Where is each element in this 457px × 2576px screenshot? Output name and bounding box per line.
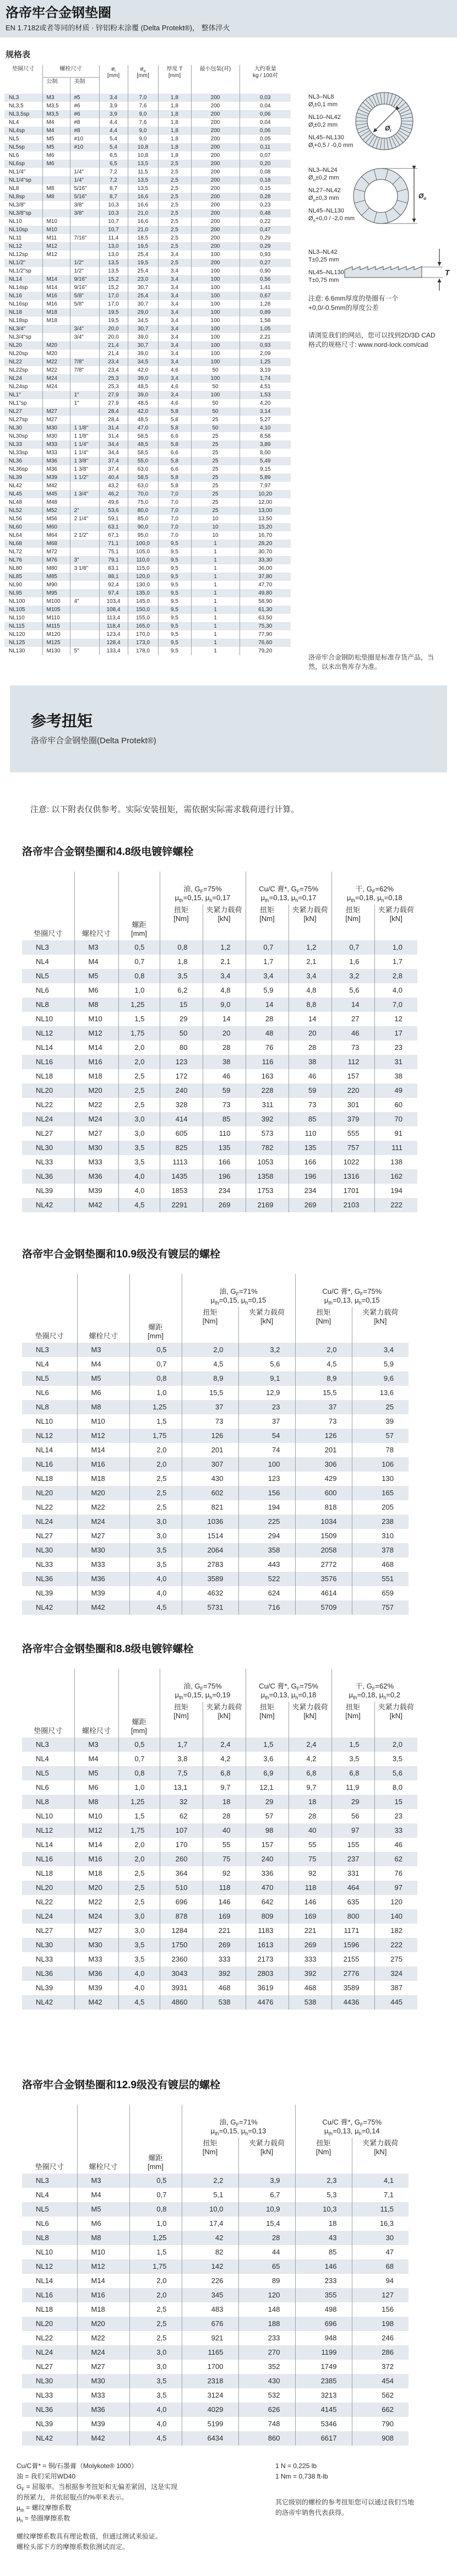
torque-table-row: NL24 M24 3,0 414 85 392 85 379 70 — [22, 1112, 417, 1126]
spec-table-row: NL11 M11 7/16" 11,4 18,5 2,5 200 0,29 — [4, 234, 291, 242]
column-header-washer: 垫圈尺寸 — [34, 929, 63, 938]
torque-table-row: NL18 M18 2,5 172 46 163 46 157 38 — [22, 1069, 417, 1083]
torque-table-row: NL4 M4 0,7 4,5 5,6 4,5 5,9 — [22, 1357, 409, 1371]
column-header-clamp-load: 夹紧力载荷 [kN] — [238, 1307, 295, 1343]
torque-table-row: NL33 M33 3,5 2360 333 2173 333 2155 275 — [22, 1952, 417, 1967]
column-header-torque: 扭矩 [Nm] — [295, 1307, 352, 1343]
lubrication-group-header: 油, $G_F=75\%$ $\mu_{th}=0,15$, $\mu_h=0,19$ — [160, 1669, 246, 1702]
torque-table-row: NL14 M14 2,0 170 55 157 55 155 46 — [22, 1838, 417, 1852]
serrated-washer-icon — [353, 90, 415, 152]
footnote-line: 1 Nm = 0,738 ft-lb — [275, 2472, 328, 2480]
spec-table-row: NL45 M45 1 3/4" 46,2 70,0 7,0 25 10,20 — [4, 490, 291, 498]
torque-table-row: NL36 M36 4,0 4029 626 4145 662 — [22, 2403, 409, 2417]
spec-table-row: NL95 M95 97,4 135,0 9,5 1 49,80 — [4, 589, 291, 597]
torque-table-row: NL27 M27 3,0 1514 294 1509 310 — [22, 1529, 409, 1543]
spec-table-row: NL130 M130 5" 133,4 178,0 9,5 1 79,20 — [4, 647, 291, 655]
footnotes-conversions — [275, 2461, 451, 2552]
column-header-clamp-load: 夹紧力载荷 [kN] — [374, 1702, 417, 1738]
lubrication-group-header: Cu/C 膏*, $G_F=75\%$ $\mu_{th}=0,13$, $\mu_h=0,14$ — [295, 2105, 409, 2138]
torque-table-row: NL36 M36 4,0 1435 196 1358 196 1316 162 — [22, 1169, 417, 1184]
lubrication-group-header: 干, $G_F=62\%$ $\mu_{th}=0,18$, $\mu_h=0,2$ — [331, 1669, 417, 1702]
spec-table-row: NL5 M5 #10 5,4 9,0 1,8 200 0,05 — [4, 135, 291, 143]
spec-table-row: NL10sp M10 10,7 21,0 2,5 200 0,47 — [4, 226, 291, 234]
torque-table-row: NL16 M16 2,0 307 100 306 106 — [22, 1457, 409, 1472]
col-header-thickness: 厚度 T [mm] — [158, 65, 191, 94]
column-header-clamp-load: 夹紧力载荷 [kN] — [203, 905, 246, 940]
column-header-clamp-load: 夹紧力载荷 [kN] — [203, 1702, 246, 1738]
footnotes-definitions — [17, 2461, 275, 2552]
torque-table-row: NL4 M4 0,7 1,8 2,1 1,7 2,1 1,6 1,7 — [22, 955, 417, 969]
torque-table-row: NL12 M12 1,75 50 20 48 20 46 17 — [22, 1026, 417, 1041]
torque-table-section — [22, 1248, 457, 1615]
torque-table-row: NL42 M42 4,5 5731 716 5709 757 — [22, 1600, 409, 1615]
spec-table-row: NL36sp M36 1 3/8" 37,4 63,0 6,6 25 9,15 — [4, 465, 291, 473]
torque-table-row: NL22 M22 2,5 821 194 818 205 — [22, 1500, 409, 1515]
column-header-clamp-load: 夹紧力载荷 [kN] — [374, 905, 417, 940]
spec-table-row: NL3,5sp M3,5 #6 3,9 9,0 1,8 200 0,06 — [4, 110, 291, 118]
torque-table-row: NL42 M42 4,5 4860 538 4476 538 4436 445 — [22, 1995, 417, 2009]
torque-tables-container — [0, 845, 457, 2446]
torque-table-section — [22, 845, 457, 1212]
spec-table-row: NL3/8"sp 3/8" 10,3 21,0 2,5 200 0,48 — [4, 209, 291, 217]
cad-download-note: 请浏览我们的网站，您可以找到2D/3D CAD 格式的规格尺寸: www.nord-lock.com/cad — [308, 331, 436, 348]
spec-table-row: NL1/4" 1/4" 7,2 11,5 2,5 200 0,08 — [4, 168, 291, 176]
column-header-pitch: 螺距 [mm] — [118, 872, 160, 940]
lubrication-group-header: 油, $G_F=75\%$ $\mu_{th}=0,15$, $\mu_h=0,17$ — [160, 872, 246, 905]
column-header-washer: 垫圈尺寸 — [34, 1727, 63, 1735]
spec-table-row: NL52 M52 2" 53,6 80,0 7,0 25 13,00 — [4, 507, 291, 515]
column-header-clamp-load: 夹紧力载荷 [kN] — [352, 2138, 409, 2174]
spec-heading: 规格表 — [6, 50, 31, 59]
tolerance-item: NL45–NL130 $Ø_i+0,5 / -0,0$ mm — [308, 134, 353, 150]
spec-table-row: NL8 M8 5/16" 8,7 13,5 2,5 200 0,15 — [4, 184, 291, 193]
torque-section-banner — [10, 685, 447, 772]
torque-table-row: NL18 M18 2,5 364 92 336 92 331 76 — [22, 1866, 417, 1881]
torque-table-row: NL33 M33 3,5 2783 443 2772 468 — [22, 1557, 409, 1572]
column-header-torque: 扭矩 [Nm] — [160, 1702, 203, 1738]
footnote-line: 1 N = 0,225 lb — [275, 2462, 317, 2470]
column-header-bolt: 螺栓尺寸 — [77, 2105, 129, 2174]
column-header-torque: 扭矩 [Nm] — [331, 1702, 374, 1738]
washer-side-profile-icon — [340, 241, 456, 292]
torque-table-row: NL20 M20 2,5 510 118 470 118 464 97 — [22, 1881, 417, 1895]
footnote-line: 其它级别的螺栓的参考扭矩您可以通过我们当地 — [275, 2498, 415, 2506]
spec-table-row: NL48 M48 49,6 75,0 7,0 25 12,00 — [4, 498, 291, 507]
col-header-do: $ø_o$ [mm] — [128, 65, 158, 94]
svg-text:Øo: $Ø_o$ — [418, 192, 427, 201]
torque-table-row: NL24 M24 3,0 878 169 809 169 800 140 — [22, 1909, 417, 1924]
torque-table-row: NL27 M27 3,0 1284 221 1183 221 1171 182 — [22, 1924, 417, 1938]
torque-table-row: NL16 M16 2,0 123 38 116 38 112 31 — [22, 1055, 417, 1069]
spec-table — [4, 65, 291, 655]
spec-table-row: NL14 M14 9/16" 15,2 23,0 3,4 100 0,56 — [4, 275, 291, 284]
spec-table-row: NL20 M20 21,4 30,7 3,4 100 0,93 — [4, 341, 291, 350]
spec-table-row: NL8sp M8 5/16" 8,7 16,6 2,5 200 0,28 — [4, 193, 291, 201]
torque-table-row: NL42 M42 4,5 6434 860 6617 908 — [22, 2431, 409, 2446]
spec-table-row: NL3 M3 #5 3,4 7,0 1,8 200 0,03 — [4, 94, 291, 102]
footnote-line: $G_F$ = 屈服率。当根据参考扭矩和无偏差紧固，这是实现 — [17, 2483, 178, 2492]
tolerance-notes — [308, 65, 457, 671]
footnote-line: Cu/C膏* = 铜/石墨膏（Molykote® 1000） — [17, 2462, 138, 2470]
page-subtitle: EN 1.7182或者等同的材质 · 锌铝粉末涂覆 (Delta Protekt®)， 整体淬火 — [6, 24, 230, 32]
spec-table-row: NL18sp M18 19,5 34,5 3,4 100 1,58 — [4, 317, 291, 325]
torque-table-row: NL39 M39 4,0 4632 624 4614 659 — [22, 1586, 409, 1600]
svg-text:T: T — [445, 268, 450, 277]
tolerance-item: NL45–NL130 T±0,75 mm — [308, 269, 344, 284]
torque-table-title: 洛帝牢合金钢垫圈和10.9级没有镀层的螺栓 — [22, 1249, 220, 1260]
column-header-clamp-load: 夹紧力载荷 [kN] — [289, 1702, 331, 1738]
column-header-clamp-load: 夹紧力载荷 [kN] — [238, 2138, 295, 2174]
tolerance-item: NL45–NL130 $Ø_o+0,0 / -2,0$ mm — [308, 208, 355, 224]
spec-table-row: NL42 M42 43,2 63,0 5,8 25 7,97 — [4, 482, 291, 490]
torque-table-row: NL10 M10 1,5 82 44 85 47 — [22, 2245, 409, 2259]
torque-table-row: NL22 M22 2,5 921 233 948 246 — [22, 2331, 409, 2345]
torque-table-row: NL14 M14 2,0 201 74 201 78 — [22, 1443, 409, 1457]
spec-table-row: NL4 M4 #8 4,4 7,6 1,8 200 0,04 — [4, 118, 291, 127]
spec-table-row: NL30sp M30 1 1/8" 31,4 58,5 6,6 25 8,58 — [4, 432, 291, 440]
spec-table-row: NL1" 1" 27,9 39,0 3,4 100 1,53 — [4, 391, 291, 399]
torque-table-row: NL3 M3 0,5 2,2 3,9 2,3 4,1 — [22, 2174, 409, 2188]
torque-table-row: NL33 M33 3,5 1113 166 1053 166 1022 138 — [22, 1155, 417, 1169]
page-title: 洛帝牢合金钢垫圈 — [6, 6, 111, 20]
torque-table-row: NL12 M12 1,75 107 40 98 40 97 33 — [22, 1823, 417, 1838]
spec-table-row: NL120 M120 123,4 170,0 9,5 1 77,90 — [4, 630, 291, 639]
spec-table-row: NL16 M16 5/8" 17,0 25,4 3,4 100 0,67 — [4, 292, 291, 300]
page-header — [0, 0, 457, 37]
torque-table-row: NL14 M14 2,0 80 28 76 28 73 23 — [22, 1041, 417, 1055]
column-header-torque: 扭矩 [Nm] — [295, 2138, 352, 2174]
column-header-torque: 扭矩 [Nm] — [182, 1307, 238, 1343]
footnote-line: 螺栓头部下方的摩擦系数依测试而定。 — [17, 2543, 129, 2551]
spec-table-row: NL27 M27 28,4 42,0 5,8 50 3,14 — [4, 407, 291, 416]
spec-table-row: NL30 M30 1 1/8" 31,4 47,0 5,8 50 4,10 — [4, 424, 291, 432]
spec-section — [4, 65, 457, 671]
lubrication-group-header: 油, $G_F=71\%$ $\mu_{th}=0,15$, $\mu_h=0,13$ — [182, 2105, 295, 2138]
torque-table-row: NL42 M42 4,5 2291 269 2169 269 2103 222 — [22, 1198, 417, 1212]
thickness-tolerance-note: 注意: 6.6mm厚度的垫圈有一个 +0,0/-0.5mm的厚度公差 — [308, 295, 399, 312]
footnote-line: 的洛帝牢销售代表获得。 — [275, 2509, 349, 2517]
torque-table-row: NL30 M30 3,5 2318 430 2385 454 — [22, 2374, 409, 2388]
spec-table-row: NL12sp M12 13,0 25,4 3,4 100 0,93 — [4, 250, 291, 259]
torque-table-row: NL20 M20 2,5 240 59 228 59 220 49 — [22, 1083, 417, 1098]
column-header-torque: 扭矩 [Nm] — [160, 905, 203, 940]
torque-table-row: NL16 M16 2,0 345 120 355 127 — [22, 2288, 409, 2302]
spec-table-row: NL33 M33 1 1/4" 34,4 48,5 5,8 25 3,89 — [4, 440, 291, 449]
lubrication-group-header: Cu/C 膏*, $G_F=75\%$ $\mu_{th}=0,13$, $\mu_h=0,18$ — [246, 1669, 331, 1702]
col-header-bolt: 螺栓尺寸 — [42, 65, 99, 77]
spec-table-row: NL16sp M16 5/8" 17,0 30,7 3,4 100 1,28 — [4, 300, 291, 308]
spec-table-row: NL20sp M20 21,4 39,0 3,4 100 2,09 — [4, 350, 291, 358]
tolerance-item: NL27–NL42 $Ø_o\pm 0,3$ mm — [308, 187, 341, 203]
spec-table-row: NL85 M85 88,1 120,0 9,5 1 37,80 — [4, 573, 291, 581]
torque-table-row: NL5 M5 0,8 10,0 10,9 10,3 11,5 — [22, 2202, 409, 2216]
footnote-line: 螺纹摩擦系数具有理论数值，但通过测试来验证。 — [17, 2533, 162, 2540]
tolerance-item: NL3–NL24 $Ø_o\pm 0,2$ mm — [308, 167, 339, 183]
cam-washer-icon — [352, 165, 435, 227]
col-header-weight: 大约重量 kg / 100对 — [240, 65, 291, 94]
torque-table-title: 洛帝牢合金钢垫圈和4.8级电镀锌螺栓 — [22, 846, 194, 858]
spec-table-row: NL6 M6 6,5 10,8 1,8 200 0,07 — [4, 151, 291, 160]
torque-table-row: NL3 M3 0,5 1,7 2,4 1,5 2,4 1,5 2,0 — [22, 1738, 417, 1752]
torque-table-row: NL39 M39 4,0 5199 748 5346 790 — [22, 2417, 409, 2431]
column-header-washer: 垫圈尺寸 — [35, 2163, 64, 2171]
column-header-washer: 垫圈尺寸 — [35, 1332, 64, 1340]
spec-table-row: NL3/4"sp 3/4" 20,0 39,0 3,4 100 2,21 — [4, 333, 291, 341]
col-header-washer: 垫圈尺寸 — [12, 66, 35, 72]
column-header-torque: 扭矩 [Nm] — [246, 905, 289, 940]
column-header-pitch: 螺距 [mm] — [118, 1669, 160, 1738]
torque-table-row: NL30 M30 3,5 825 135 782 135 757 111 — [22, 1141, 417, 1155]
torque-table-row: NL3 M3 0,5 0,8 1,2 0,7 1,2 0,7 1,0 — [22, 940, 417, 955]
torque-table — [22, 2105, 409, 2446]
washer-profile-diagram — [340, 241, 456, 293]
torque-table-row: NL14 M14 2,0 226 89 233 94 — [22, 2274, 409, 2288]
torque-table-row: NL5 M5 0,8 3,5 3,4 3,4 3,4 3,2 2,8 — [22, 969, 417, 983]
spec-table-row: NL3,5 M3,5 #6 3,9 7,6 1,8 200 0,04 — [4, 102, 291, 110]
torque-table-row: NL20 M20 2,5 676 188 696 198 — [22, 2317, 409, 2331]
torque-table-row: NL24 M24 3,0 1165 270 1199 286 — [22, 2345, 409, 2360]
spec-table-row: NL110 M110 113,4 155,0 9,5 1 63,50 — [4, 614, 291, 622]
spec-table-row: NL10 M10 10,7 16,6 2,5 200 0,22 — [4, 217, 291, 226]
spec-table-row: NL33sp M33 1 1/4" 34,4 58,5 6,6 25 8,00 — [4, 449, 291, 457]
torque-section-subtitle: 洛帝牢合金钢垫圈(Delta Protekt®) — [31, 736, 156, 745]
col-header-pack: 最小包装(对) — [191, 65, 240, 94]
torque-table-row: NL36 M36 4,0 3589 522 3576 551 — [22, 1572, 409, 1586]
footnote-line: 油 = 我们采用WD40 — [17, 2472, 76, 2480]
spec-table-row: NL56 M56 2 1/4" 59,1 85,0 7,0 10 13,50 — [4, 515, 291, 523]
column-header-pitch: 螺距 [mm] — [129, 2105, 182, 2174]
torque-table-row: NL8 M8 1,25 32 18 29 18 29 15 — [22, 1795, 417, 1809]
torque-table-row: NL30 M30 3,5 2064 358 2058 378 — [22, 1543, 409, 1557]
column-header-bolt: 螺栓尺寸 — [77, 1274, 129, 1343]
torque-table-row: NL30 M30 3,5 1750 269 1613 269 1596 222 — [22, 1938, 417, 1952]
tolerance-item: NL3–NL8 $Ø_i\pm 0,1$ mm — [308, 94, 338, 110]
column-header-clamp-load: 夹紧力载荷 [kN] — [289, 905, 331, 940]
footnote-line: $\mu_h$ = 垫圈摩擦系数 — [17, 2514, 70, 2524]
spec-table-row: NL4sp M4 #8 4,4 9,0 1,8 200 0,06 — [4, 127, 291, 135]
torque-table-row: NL12 M12 1,75 142 65 146 68 — [22, 2259, 409, 2274]
torque-table-row: NL36 M36 4,0 3043 392 2803 392 2776 324 — [22, 1967, 417, 1981]
spec-table-row: NL60 M60 63,1 90,0 7,0 10 15,20 — [4, 523, 291, 531]
torque-table-row: NL3 M3 0,5 2,0 3,2 2,0 3,4 — [22, 1343, 409, 1357]
torque-table-row: NL27 M27 3,0 605 110 573 110 555 91 — [22, 1126, 417, 1141]
washer-outer-diameter-diagram — [352, 165, 435, 228]
lubrication-group-header: Cu/C 膏*, $G_F=75\%$ $\mu_{th}=0,13$, $\mu_h=0,15$ — [295, 1274, 409, 1307]
spec-table-row: NL90 M90 92,4 130,0 9,5 1 47,70 — [4, 581, 291, 589]
torque-table-section — [22, 1642, 457, 2009]
torque-table — [22, 1274, 409, 1615]
spec-table-row: NL18 M18 19,5 29,0 3,4 100 0,89 — [4, 308, 291, 317]
spec-table-row: NL1/2" 1/2" 13,5 19,5 2,5 200 0,27 — [4, 259, 291, 267]
column-header-torque: 扭矩 [Nm] — [331, 905, 374, 940]
torque-table — [22, 872, 417, 1212]
spec-table-row: NL76 M76 3" 79,1 110,0 9,5 1 33,30 — [4, 556, 291, 564]
column-header-torque: 扭矩 [Nm] — [246, 1702, 289, 1738]
torque-table-row: NL16 M16 2,0 260 75 240 75 237 62 — [22, 1852, 417, 1866]
torque-table-row: NL24 M24 3,0 1036 225 1034 238 — [22, 1515, 409, 1529]
spec-table-row: NL5sp M5 #10 5,4 10,8 1,8 200 0,11 — [4, 143, 291, 151]
torque-table-row: NL20 M20 2,5 602 156 600 165 — [22, 1486, 409, 1500]
washer-top-view-diagram — [353, 90, 415, 154]
column-header-torque: 扭矩 [Nm] — [182, 2138, 238, 2174]
torque-table-row: NL18 M18 2,5 483 148 498 156 — [22, 2302, 409, 2317]
torque-table-row: NL39 M39 4,0 1853 234 1753 234 1701 194 — [22, 1184, 417, 1198]
torque-notice: 注意: 以下附表仅供参考。实际安装扭矩，需依据实际需求载荷进行计算。 — [30, 805, 300, 814]
lubrication-group-header: 油, $G_F=71\%$ $\mu_{th}=0,15$, $\mu_h=0,15$ — [182, 1274, 295, 1307]
torque-table-row: NL18 M18 2,5 430 123 429 130 — [22, 1472, 409, 1486]
spec-table-row: NL22 M22 7/8" 23,4 34,5 3,4 100 1,25 — [4, 358, 291, 366]
lubrication-group-header: 干, $G_F=62\%$ $\mu_{th}=0,18$, $\mu_h=0,18$ — [331, 872, 417, 905]
col-header-di: $ø_i$ [mm] — [99, 65, 128, 94]
tolerance-item: NL10–NL42 $Ø_i\pm 0,2$ mm — [308, 114, 341, 130]
torque-table — [22, 1669, 417, 2009]
torque-table-row: NL22 M22 2,5 696 146 642 146 635 120 — [22, 1895, 417, 1909]
svg-text:Øi: $Ø_i$ — [385, 124, 391, 133]
torque-table-row: NL10 M10 1,5 29 14 28 14 27 12 — [22, 1012, 417, 1026]
spec-table-row: NL80 M80 3 1/8" 83,1 115,0 9,5 1 36,00 — [4, 564, 291, 573]
spec-table-row: NL22sp M22 7/8" 23,4 42,0 4,6 50 3,19 — [4, 366, 291, 374]
torque-table-row: NL27 M27 3,0 1700 352 1749 372 — [22, 2360, 409, 2374]
col-header-imperial: 美制 — [70, 77, 99, 94]
footnote-line: 的预紧力，并依屈服点的%率来表示。 — [17, 2493, 128, 2501]
spec-table-row: NL12 M12 13,0 19,5 2,5 200 0,29 — [4, 242, 291, 250]
spec-table-row: NL115 M115 118,4 165,0 9,5 1 75,30 — [4, 622, 291, 630]
spec-table-row: NL3/4" 3/4" 20,0 30,7 3,4 100 1,05 — [4, 325, 291, 333]
spec-table-row: NL27sp M27 28,4 48,5 5,8 25 5,27 — [4, 416, 291, 424]
spec-table-row: NL6sp M6 6,5 13,5 2,5 200 0,20 — [4, 160, 291, 168]
spec-table-row: NL105 M105 108,4 150,0 9,5 1 61,30 — [4, 606, 291, 614]
torque-table-row: NL6 M6 1,0 13,1 9,7 12,1 9,7 11,9 8,0 — [22, 1780, 417, 1795]
spec-table-row: NL39 M39 1 1/2" 40,4 58,5 5,8 25 5,89 — [4, 473, 291, 482]
torque-table-section — [22, 2078, 457, 2446]
torque-table-row: NL6 M6 1,0 15,5 12,9 15,5 13,6 — [22, 1386, 409, 1400]
torque-table-row: NL22 M22 2,5 328 73 311 73 301 60 — [22, 1098, 417, 1112]
torque-section-title: 参考扭矩 — [31, 712, 93, 729]
torque-table-row: NL8 M8 1,25 15 9,0 14 8,8 14 7,0 — [22, 998, 417, 1012]
torque-table-row: NL4 M4 0,7 3,8 4,2 3,6 4,2 3,5 3,5 — [22, 1752, 417, 1766]
torque-table-row: NL6 M6 1,0 6,2 4,8 5,9 4,8 5,6 4,0 — [22, 983, 417, 998]
torque-table-row: NL33 M33 3,5 3124 532 3213 562 — [22, 2388, 409, 2403]
spec-table-row: NL1"sp 1" 27,9 48,5 4,6 50 4,20 — [4, 399, 291, 407]
spec-table-row: NL100 M100 4" 103,4 145,0 9,5 1 58,90 — [4, 597, 291, 606]
spec-table-row: NL1/4"sp 1/4" 7,2 13,5 2,5 200 0,18 — [4, 176, 291, 184]
torque-table-row: NL8 M8 1,25 42 28 43 30 — [22, 2231, 409, 2245]
tolerance-item: NL3–NL42 T±0,25 mm — [308, 249, 339, 263]
torque-table-row: NL10 M10 1,5 73 37 73 39 — [22, 1414, 409, 1429]
torque-table-row: NL8 M8 1,25 37 23 37 25 — [22, 1400, 409, 1414]
torque-table-row: NL39 M39 4,0 3931 468 3619 468 3589 387 — [22, 1981, 417, 1995]
spec-table-row: NL64 M64 2 1/2" 67,1 95,0 7,0 10 16,70 — [4, 531, 291, 540]
torque-table-row: NL12 M12 1,75 126 54 126 57 — [22, 1429, 409, 1443]
spec-table-row: NL125 M125 128,4 173,0 9,5 1 76,60 — [4, 639, 291, 647]
spec-table-row: NL72 M72 75,1 105,0 9,5 1 30,70 — [4, 548, 291, 556]
footnotes — [17, 2461, 457, 2552]
torque-table-title: 洛帝牢合金钢垫圈和12.9级没有镀层的螺栓 — [22, 2079, 220, 2091]
spec-table-row: NL68 M68 71,1 100,0 9,5 1 28,20 — [4, 540, 291, 548]
spec-table-row: NL24sp M24 25,3 48,5 4,6 50 4,51 — [4, 383, 291, 391]
spec-table-row: NL24 M24 25,3 39,0 3,4 100 1,74 — [4, 374, 291, 383]
torque-table-row: NL5 M5 0,8 7,5 6,8 6,9 6,8 6,8 5,6 — [22, 1766, 417, 1780]
torque-table-row: NL10 M10 1,5 62 28 57 28 56 23 — [22, 1809, 417, 1823]
column-header-clamp-load: 夹紧力载荷 [kN] — [352, 1307, 409, 1343]
spec-table-row: NL3/8" 3/8" 10,3 16,6 2,5 200 0,23 — [4, 201, 291, 209]
footnote-line: $\mu_{th}$ = 螺纹摩擦系数 — [17, 2504, 72, 2513]
torque-table-row: NL6 M6 1,0 17,4 15,4 18 16,3 — [22, 2216, 409, 2231]
spec-table-row: NL1/2"sp 1/2" 13,5 25,4 3,4 100 0,90 — [4, 267, 291, 275]
spec-table-row: NL14sp M14 9/16" 15,2 30,7 3,4 100 1,41 — [4, 284, 291, 292]
torque-table-title: 洛帝牢合金钢垫圈和8.8级电镀锌螺栓 — [22, 1643, 194, 1655]
column-header-bolt: 螺栓尺寸 — [74, 872, 118, 940]
stock-availability-note: 洛帝牢合金钢防松垫圈是标准存货产品，当 然，以未出售库存为准。 — [308, 653, 434, 671]
torque-table-row: NL4 M4 0,7 5,1 6,7 5,3 7,1 — [22, 2188, 409, 2202]
lubrication-group-header: Cu/C 膏*, $G_F=75\%$ $\mu_{th}=0,13$, $\mu_h=0,17$ — [246, 872, 331, 905]
column-header-pitch: 螺距 [mm] — [129, 1274, 182, 1343]
col-header-metric: 公制 — [42, 77, 70, 94]
spec-table-row: NL36 M36 1 3/8" 37,4 55,0 5,8 25 5,49 — [4, 457, 291, 465]
torque-table-row: NL5 M5 0,8 8,9 9,1 8,9 9,6 — [22, 1371, 409, 1386]
column-header-bolt: 螺栓尺寸 — [74, 1669, 118, 1738]
